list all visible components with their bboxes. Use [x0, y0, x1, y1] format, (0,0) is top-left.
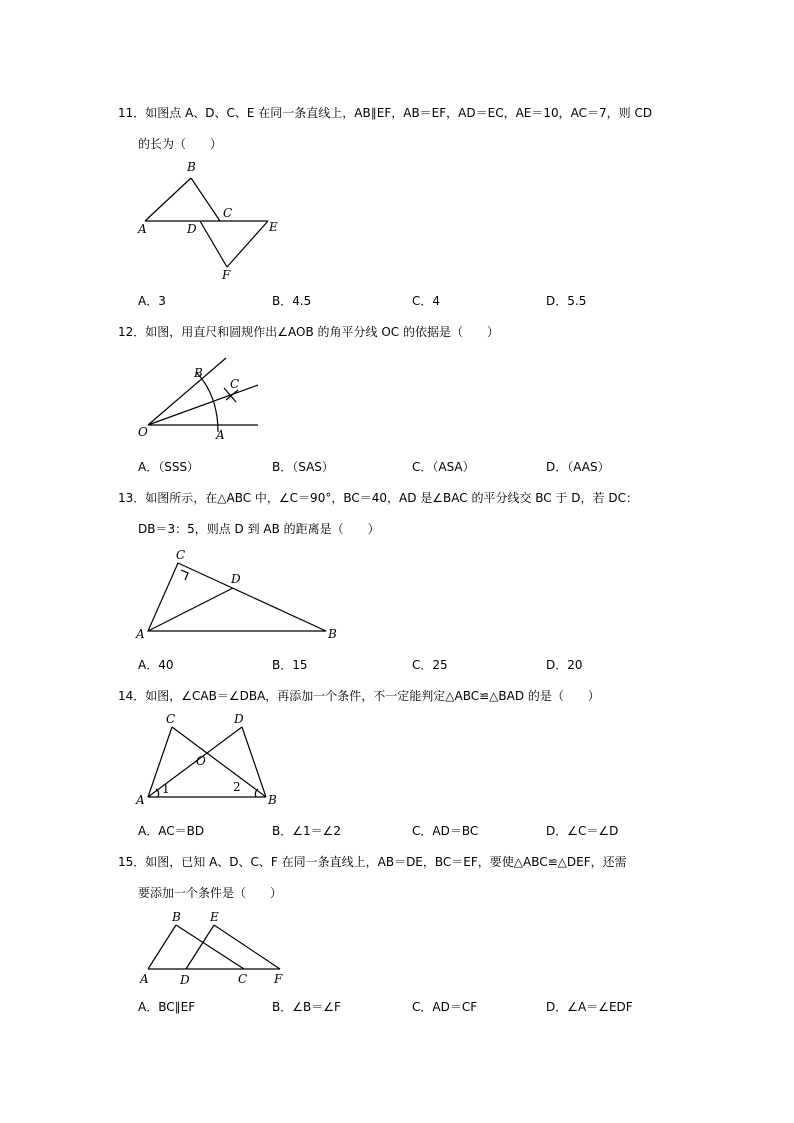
q15-label-f: F: [274, 972, 283, 986]
q15-stem-line2: 要添加一个条件是（ ）: [138, 886, 283, 900]
q15-label-c: C: [238, 972, 248, 986]
q14-label-b: B: [268, 793, 277, 807]
q13-stem-line1: 13．如图所示，在△ABC 中，∠C＝90°，BC＝40，AD 是∠BAC 的平分线交 BC 于 D，若 DC：: [118, 491, 638, 505]
q11-option-a[interactable]: A．3: [138, 294, 166, 308]
q12-label-a: A: [216, 428, 225, 442]
q12-arc-mark-2: [226, 390, 238, 400]
q11-option-c[interactable]: C．4: [412, 294, 441, 308]
q12-option-a[interactable]: A．（SSS）: [138, 460, 200, 474]
q15-label-e: E: [210, 910, 219, 924]
q14-label-c: C: [166, 712, 176, 726]
q14-option-b[interactable]: B．∠1＝∠2: [272, 824, 342, 838]
q13-segment-ad: [148, 588, 233, 631]
q14-label-angle-2: 2: [233, 780, 241, 794]
q15-segment-ef: [214, 925, 280, 969]
q12-label-b: B: [194, 366, 203, 380]
q11-label-b: B: [187, 160, 196, 174]
q15-label-d: D: [180, 973, 190, 987]
q14-label-angle-1: 1: [162, 782, 170, 796]
q12-option-c[interactable]: C．（ASA）: [412, 460, 475, 474]
q12-ray-oc: [148, 385, 258, 425]
q15-option-c[interactable]: C．AD＝CF: [412, 1000, 478, 1014]
q11-segment-ab: [145, 178, 191, 221]
q14-option-d[interactable]: D．∠C＝∠D: [546, 824, 619, 838]
q13-label-a: A: [136, 627, 145, 641]
q11-label-c: C: [223, 206, 233, 220]
q14-stem-line1: 14．如图，∠CAB＝∠DBA，再添加一个条件，不一定能判定△ABC≌△BAD 的是（ ）: [118, 689, 600, 703]
q11-segment-bc: [191, 178, 220, 221]
q15-option-a[interactable]: A．BC∥EF: [138, 1000, 196, 1014]
q13-label-c: C: [176, 548, 186, 562]
q13-figure: [130, 545, 350, 645]
q15-figure: [130, 905, 300, 990]
q12-label-o: O: [138, 425, 148, 439]
q12-ray-ob: [148, 358, 226, 425]
q14-figure: [130, 712, 290, 812]
q15-option-b[interactable]: B．∠B＝∠F: [272, 1000, 341, 1014]
q11-label-d: D: [187, 222, 197, 236]
q15-option-d[interactable]: D．∠A＝∠EDF: [546, 1000, 633, 1014]
q12-option-d[interactable]: D．（AAS）: [546, 460, 610, 474]
q11-label-a: A: [138, 222, 147, 236]
q12-stem-line1: 12．如图，用直尺和圆规作出∠AOB 的角平分线 OC 的依据是（ ）: [118, 325, 499, 339]
q15-stem-line1: 15．如图，已知 A、D、C、F 在同一条直线上，AB＝DE，BC＝EF，要使△ABC≌△DEF，还需: [118, 855, 627, 869]
q14-segment-cb: [172, 727, 266, 797]
q12-label-c: C: [230, 377, 240, 391]
q11-option-d[interactable]: D．5.5: [546, 294, 587, 308]
q14-label-a: A: [136, 793, 145, 807]
q13-right-angle-mark: [181, 570, 188, 580]
q13-label-b: B: [328, 627, 337, 641]
q14-option-a[interactable]: A．AC＝BD: [138, 824, 205, 838]
q13-option-d[interactable]: D．20: [546, 658, 583, 672]
q15-label-b: B: [172, 910, 181, 924]
q14-label-d: D: [234, 712, 244, 726]
q14-segment-db: [242, 727, 266, 797]
q14-label-o: O: [196, 754, 206, 768]
q11-label-e: E: [269, 220, 278, 234]
q12-option-b[interactable]: B．（SAS）: [272, 460, 334, 474]
q13-stem-line2: DB＝3：5，则点 D 到 AB 的距离是（ ）: [138, 522, 380, 536]
q13-option-b[interactable]: B．15: [272, 658, 308, 672]
q13-option-a[interactable]: A．40: [138, 658, 174, 672]
q11-label-f: F: [222, 268, 231, 282]
q11-option-b[interactable]: B．4.5: [272, 294, 312, 308]
q13-label-d: D: [231, 572, 241, 586]
q12-figure: [130, 350, 280, 445]
q15-label-a: A: [140, 972, 149, 986]
q14-option-c[interactable]: C．AD＝BC: [412, 824, 479, 838]
q11-stem-line2: 的长为（ ）: [138, 137, 223, 151]
q13-option-c[interactable]: C．25: [412, 658, 448, 672]
q11-segment-fe: [227, 221, 268, 267]
q11-segment-df: [200, 221, 227, 267]
q11-stem-line1: 11．如图点 A、D、C、E 在同一条直线上，AB∥EF，AB＝EF，AD＝EC，AE＝10，AC＝7，则 CD: [118, 106, 653, 120]
q15-segment-ab: [148, 925, 176, 969]
q11-figure: [130, 160, 300, 285]
